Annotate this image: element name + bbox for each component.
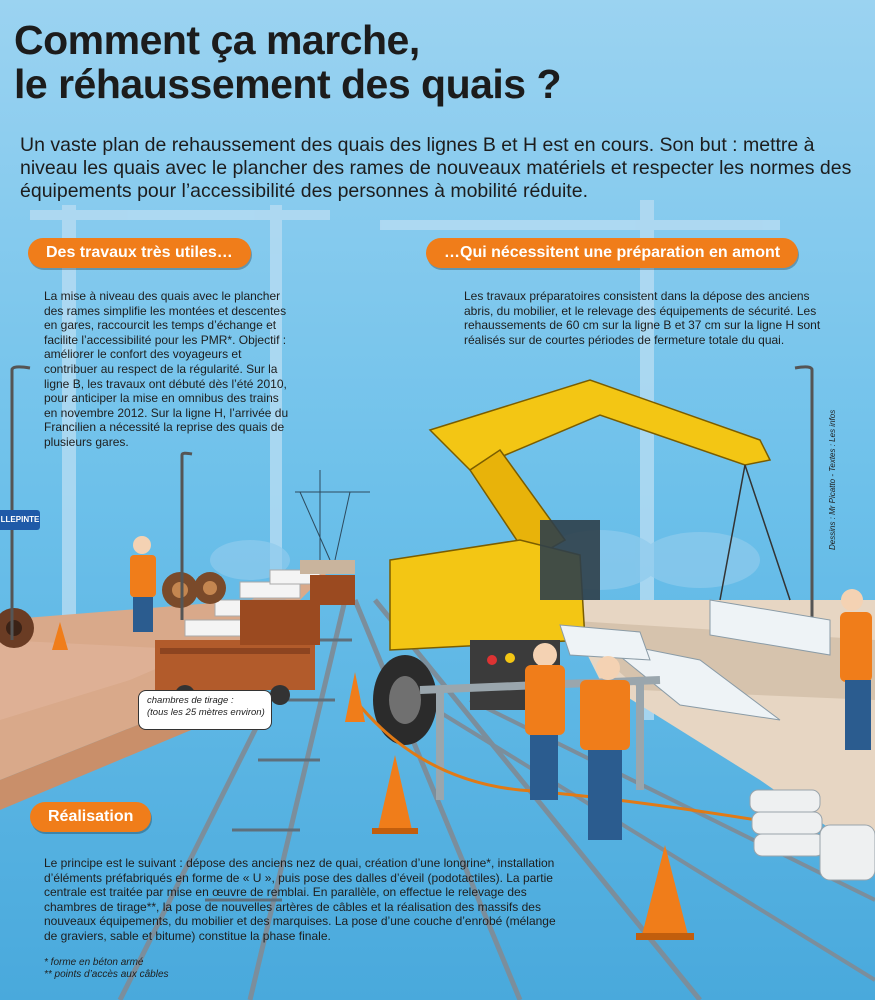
section-heading-preparation: …Qui nécessitent une préparation en amont (426, 238, 798, 268)
footnote-1: * forme en béton armé (44, 957, 144, 968)
footnote-2: ** points d’accès aux câbles (44, 969, 169, 980)
station-sign: LLEPINTE (0, 510, 40, 530)
section-text-useful: La mise à niveau des quais avec le plancher des rames simplifie les montées et descentes en gares, raccourcit les temps d’échange et facilite l’accessibilité pour les PMR*. Objectif : améliorer le confort des voyageurs et contribuer au respect de la régularité. Sur la ligne B, les travaux ont débuté dès l’été 2010, pour anticiper la mise en omnibus des trains en novembre 2012. Sur la ligne H, l’arrivée du Francilien a nécessité la reprise des quais de plusieurs gares. (44, 289, 289, 449)
page-title (14, 18, 874, 106)
intro-paragraph: Un vaste plan de rehaussement des quais des lignes B et H est en cours. Son but : mettre à niveau les quais avec le plancher des rames de nouveaux matériels et respecter les normes des équipements pour l’accessibilité des personnes à mobilité réduite. (20, 134, 852, 202)
section-heading-useful: Des travaux très utiles… (28, 238, 251, 268)
callout-pulling-chambers (138, 690, 272, 730)
section-heading-realisation: Réalisation (30, 802, 151, 832)
illustration-credit: Dessins : Mr Picatto - Textes : Les infos (828, 409, 837, 550)
title-line-1: Comment ça marche, (14, 17, 420, 63)
callout-line-2: (tous les 25 mètres environ) (147, 707, 265, 718)
section-text-preparation: Les travaux préparatoires consistent dans la dépose des anciens abris, du mobilier, et le relevage des équipements de sécurité. Les rehaussements de 60 cm sur la ligne B et 37 cm sur la ligne H sont réalisés sur de courtes périodes de fermeture totale du quai. (464, 289, 821, 347)
section-text-realisation: Le principe est le suivant : dépose des anciens nez de quai, création d’une longrine*, installation d’éléments préfabriqués en forme de « U », puis pose des dalles d’éveil (podotactiles). La partie centrale est traitée par mise en œuvre de remblai. En parallèle, on effectue le relevage des chambres de tirage**, la pose de nouvelles artères de câbles et la réalisation des massifs des nouveaux équipements, du mobilier et des marquises. La pose d’une couche d’enrobé (mélange de graviers, sable et bitume) constitue la phase finale. (44, 856, 556, 943)
callout-line-1: chambres de tirage : (147, 695, 234, 706)
title-line-2: le réhaussement des quais ? (14, 61, 562, 107)
